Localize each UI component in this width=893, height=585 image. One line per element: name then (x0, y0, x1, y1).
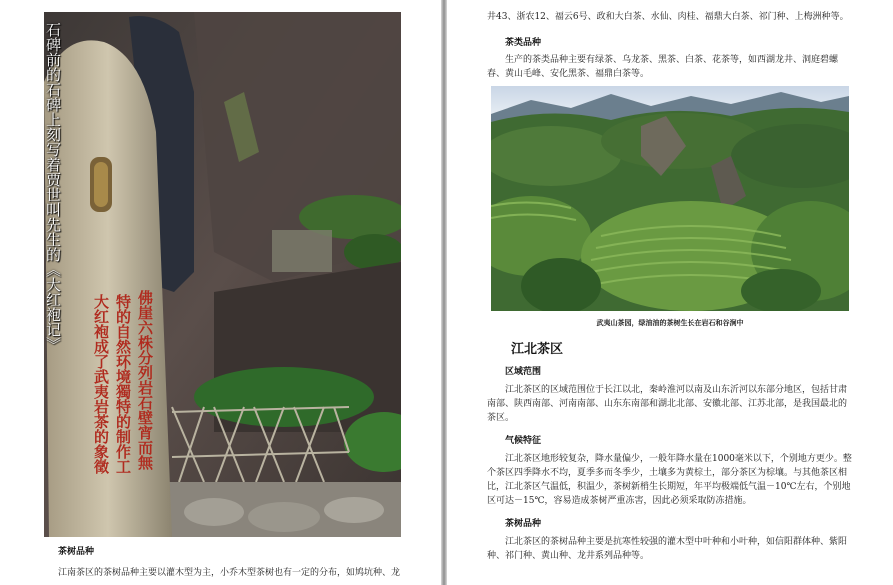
paragraph-line: 南部、陕西南部、河南南部、山东东南部和湖北北部、安徽北部、江苏北部，是我国最北的 (487, 399, 848, 409)
section-heading: 茶树品种 (58, 547, 95, 557)
tea-garden-illustration (491, 86, 849, 311)
right-page (447, 0, 893, 585)
paragraph-line: 江北茶区地形较复杂，降水量偏少，一般年降水量在1000毫米以下，个别地方更少。整 (505, 454, 852, 464)
photo-caption: 石碑前的石碑上刻写着贾世叫先生的《大红袍记》 (44, 22, 62, 352)
inscription-column: 特的自然环境獨特的制作工 (114, 294, 132, 474)
paragraph-line: 江北茶区的区域范围位于长江以北，秦岭淮河以南及山东沂河以东部分地区，包括甘肃 (505, 385, 848, 395)
paragraph: 江南茶区的茶树品种主要以灌木型为主，小乔木型茶树也有一定的分布，如鸠坑种、龙 (58, 568, 401, 578)
paragraph-line: 生产的茶类品种主要有绿茶、乌龙茶、黑茶、白茶、花茶等，如西湖龙井、洞庭碧螺 (505, 55, 839, 65)
inscription-column: 佛崖六株分列岩石壁宵而無 (136, 290, 154, 470)
section-heading: 茶类品种 (505, 38, 542, 48)
left-page (0, 0, 441, 585)
paragraph-line: 井43、浙农12、福云6号、政和大白茶、水仙、肉桂、福鼎大白茶、祁门种、上梅洲种等。 (487, 12, 849, 22)
inscription-column: 大红袍成了武夷岩茶的象徵 (92, 294, 110, 474)
paragraph-line: 江北茶区的茶树品种主要是抗寒性较强的灌木型中叶种和小叶种，如信阳群体种、紫阳 (505, 537, 848, 547)
stone-tablet-photo (44, 12, 401, 537)
tea-garden-photo (491, 86, 849, 311)
paragraph-line: 春、黄山毛峰、安化黑茶、福鼎白茶等。 (487, 69, 650, 79)
paragraph-line: 种、祁门种、黄山种、龙井系列品种等。 (487, 551, 650, 561)
section-heading: 茶树品种 (505, 519, 542, 529)
figure-caption: 武夷山茶园，绿油油的茶树生长在岩石和谷涧中 (596, 318, 744, 327)
paragraph-line: 个茶区四季降水不均，夏季多而冬季少，土壤多为黄棕土，部分茶区为棕壤。与其他茶区相 (487, 468, 848, 478)
paragraph-line: 茶区。 (487, 413, 515, 423)
section-heading: 气候特征 (505, 436, 542, 446)
section-heading: 区域范围 (505, 367, 542, 377)
paragraph-line: 区可达－15℃，容易造成茶树严重冻害，因此必须采取防冻措施。 (487, 496, 752, 506)
section-title: 江北茶区 (511, 342, 564, 357)
paragraph-line: 比，江北茶区气温低，积温少，茶树新梢生长期短，年平均极端低气温－10℃左右，个别地 (487, 482, 851, 492)
